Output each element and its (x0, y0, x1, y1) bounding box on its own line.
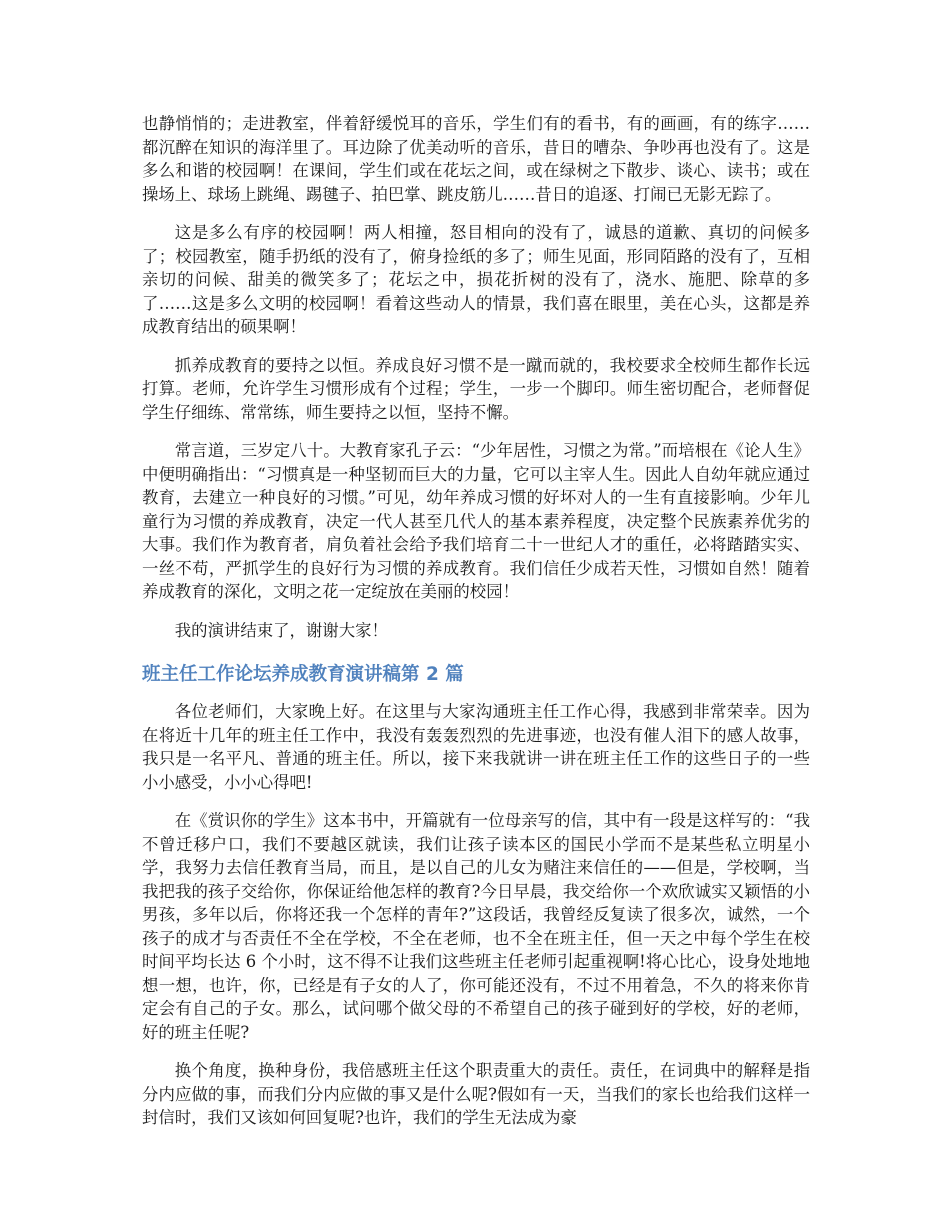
document-page (142, 112, 810, 1145)
paragraph: 在《赏识你的学生》这本书中，开篇就有一位母亲写的信，其中有一段是这样写的：“我不曾迁移户口，我们不要越区就读，我们让孩子读本区的国民小学而不是某些私立明星小学，我努力去信任教育当局，而且，是以自己的儿女为赌注来信任的——但是，学校啊，当我把我的孩子交给你，你保证给他怎样的教育?今日早晨，我交给你一个欢欣诚实又颖悟的小男孩，多年以后，你将还我一个怎样的青年?”这段话，我曾经反复读了很多次，诚然，一个孩子的成才与否责任不全在学校，不全在老师，也不全在班主任，但一天之中每个学生在校时间平均长达 6 个小时，这不得不让我们这些班主任老师引起重视啊!将心比心，设身处地地想一想，也许，你，已经是有子女的人了，你可能还没有，不过不用着急，不久的将来你肯定会有自己的子女。那么，试问哪个做父母的不希望自己的孩子碰到好的学校，好的老师，好的班主任呢? (142, 811, 810, 1042)
paragraph: 常言道，三岁定八十。大教育家孔子云：“少年居性，习惯之为常。”而培根在《论人生》中便明确指出：“习惯真是一种坚韧而巨大的力量，它可以主宰人生。因此人自幼年就应通过教育，去建立一种良好的习惯。”可见，幼年养成习惯的好坏对人的一生有直接影响。少年儿童行为习惯的养成教育，决定一代人甚至几代人的基本素养程度，决定整个民族素养优劣的大事。我们作为教育者，肩负着社会给予我们培育二十一世纪人才的重任，必将踏踏实实、一丝不苟，严抓学生的良好行为习惯的养成教育。我们信任少成若天性，习惯如自然！随着养成教育的深化，文明之花一定绽放在美丽的校园！ (142, 441, 810, 601)
paragraph: 各位老师们，大家晚上好。在这里与大家沟通班主任工作心得，我感到非常荣幸。因为在将近十几年的班主任工作中，我没有轰轰烈烈的先进事迹，也没有催人泪下的感人故事，我只是一名平凡、普通的班主任。所以，接下来我就讲一讲在班主任工作的这些日子的一些小小感受，小小心得吧! (142, 702, 810, 792)
section-heading: 班主任工作论坛养成教育演讲稿第 2 篇 (142, 664, 464, 685)
paragraph: 这是多么有序的校园啊！两人相撞，怒目相向的没有了，诚恳的道歉、真切的问候多了；校园教室，随手扔纸的没有了，俯身捡纸的多了；师生见面，形同陌路的没有了，互相亲切的问候、甜美的微笑多了；花坛之中，损花折树的没有了，浇水、施肥、除草的多了……这是多么文明的校园啊！看着这些动人的情景，我们喜在眼里，美在心头，这都是养成教育结出的硕果啊！ (142, 223, 810, 336)
paragraph: 抓养成教育的要持之以恒。养成良好习惯不是一蹴而就的，我校要求全校师生都作长远打算。老师，允许学生习惯形成有个过程；学生，一步一个脚印。师生密切配合，老师督促学生仔细练、常常练，师生要持之以恒，坚持不懈。 (142, 355, 810, 422)
paragraph: 换个角度，换种身份，我倍感班主任这个职责重大的责任。责任，在词典中的解释是指分内应做的事，而我们分内应做的事又是什么呢?假如有一天，当我们的家长也给我们这样一封信时，我们又该如何回复呢?也许，我们的学生无法成为豪 (142, 1061, 810, 1127)
paragraph: 我的演讲结束了，谢谢大家！ (174, 620, 388, 640)
paragraph: 也静悄悄的；走进教室，伴着舒缓悦耳的音乐，学生们有的看书，有的画画，有的练字……都沉醉在知识的海洋里了。耳边除了优美动听的音乐，昔日的嘈杂、争吵再也没有了。这是多么和谐的校园啊！在课间，学生们或在花坛之间，或在绿树之下散步、谈心、读书；或在操场上、球场上跳绳、踢毽子、拍巴掌、跳皮筋儿……昔日的追逐、打闹已无影无踪了。 (142, 114, 810, 204)
